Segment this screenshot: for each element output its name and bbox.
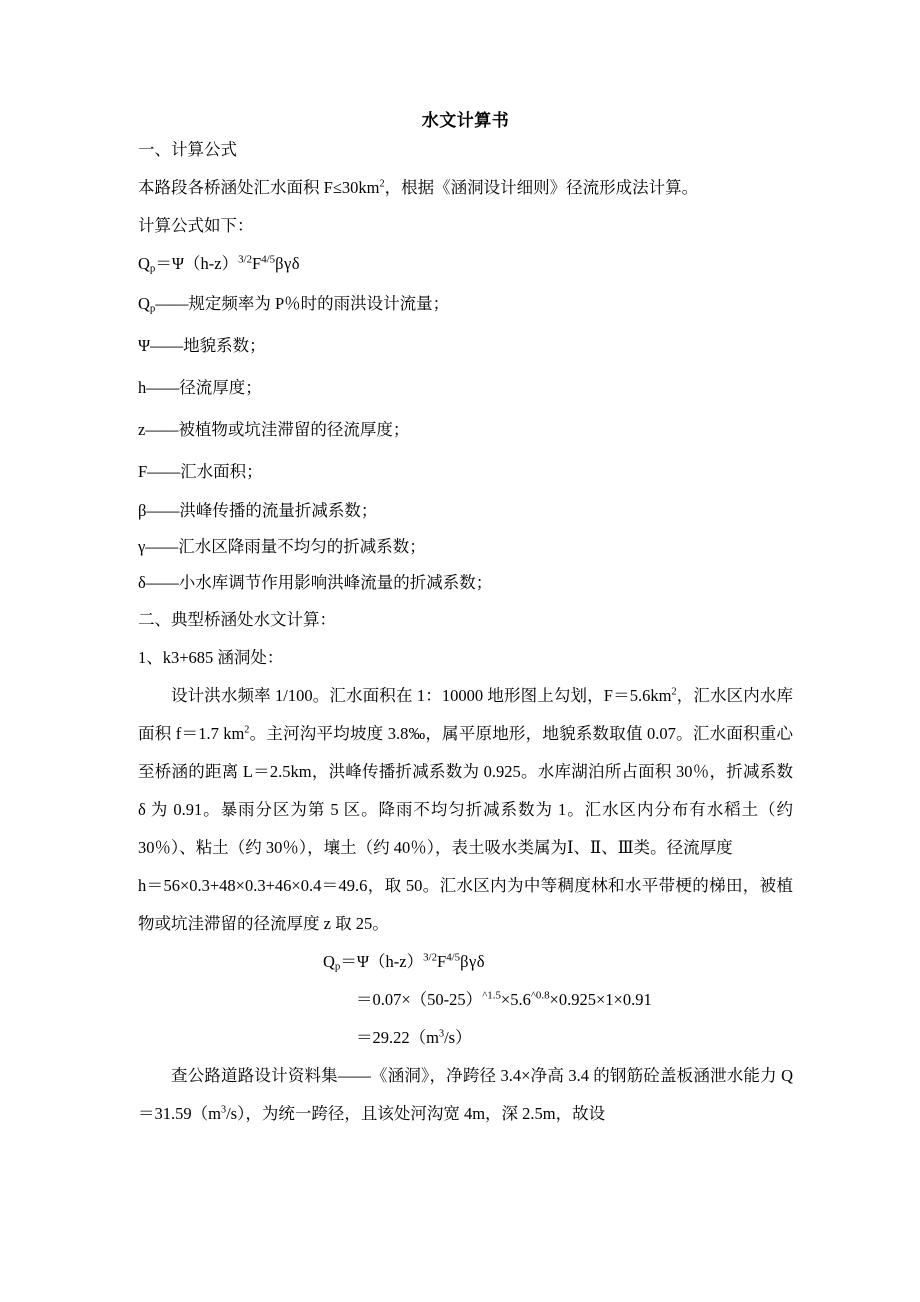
formula-equals-psi: ＝Ψ（h-z） — [155, 253, 239, 273]
formula-intro-line-2: 计算公式如下： — [138, 215, 254, 235]
definition-z: z——被植物或坑洼滞留的径流厚度； — [138, 419, 410, 439]
definition-delta: δ——小水库调节作用影响洪峰流量的折减系数； — [138, 572, 493, 592]
formula-intro-text-a: 本路段各桥涵处汇水面积 F≤30km — [138, 177, 380, 197]
closing-text-a: 查公路道路设计资料集——《涵洞》，净跨径 3.4×净高 3.4 的钢筋砼盖板 — [171, 1065, 694, 1085]
formula-coefficients: βγδ — [275, 253, 301, 273]
subscript-p: p — [334, 960, 341, 973]
superscript-square: 2 — [379, 178, 385, 190]
exponent-three-halves: 3/2 — [238, 253, 253, 266]
exponent-0-8: ^0.8 — [530, 989, 550, 1002]
closing-text-b: 涵泄水能力 Q＝31.59（m — [138, 1065, 793, 1123]
page-title: 水文计算书 — [421, 111, 510, 131]
exponent-four-fifths: 4/5 — [446, 951, 461, 964]
document-body — [138, 0, 793, 1133]
calc-text-a: 设计洪水频率 1/100。汇水面积在 1：10000 地形图上勾划，F＝5.6km — [171, 685, 672, 705]
superscript-cube: 3 — [220, 1104, 227, 1116]
definition-psi: Ψ——地貌系数； — [138, 335, 266, 355]
calc-eq2-c: ×0.925×1×0.91 — [549, 989, 652, 1009]
calc-eq2-a: ＝0.07×（50-25） — [356, 989, 483, 1009]
symbol-q: Q — [138, 293, 150, 313]
definition-gamma: γ——汇水区降雨量不均匀的折减系数； — [138, 536, 426, 556]
calc-eq2-b: ×5.6 — [500, 989, 531, 1009]
definition-f: F——汇水面积； — [138, 461, 263, 481]
formula-coefficients: βγδ — [460, 951, 486, 971]
section-heading-one: 一、计算公式 — [138, 139, 237, 159]
calc-eq1-body: ＝Ψ（h-z） — [340, 951, 424, 971]
calc-text-c: 。主河沟平均坡度 3.8‰，属平原地形，地貌系数取值 0.07。汇水面积重心至桥涵的距离 L＝2.5km，洪峰传播折减系数为 0.925。水库湖泊所占面积 30％，折减系数 δ 为 0.91。暴雨分区为第 5 区。降雨不均匀折减系数为 1。汇水区内分布有水稻土（约 30％）、粘土（约 30％），壤土（约 40％），表土吸水类属为Ⅰ、Ⅱ、Ⅲ类。径流厚度 — [138, 723, 793, 857]
closing-text-c: /s），为统一跨径，且该处河沟宽 4m，深 2.5m，故设 — [226, 1103, 606, 1123]
closing-paragraph — [138, 1057, 793, 1133]
formula-f: F — [252, 253, 262, 273]
calc-eq3-a: ＝29.22（m — [356, 1027, 439, 1047]
calculation-formula-block — [138, 943, 793, 1057]
exponent-three-halves: 3/2 — [423, 951, 438, 964]
formula-intro-line-1 — [138, 169, 793, 207]
main-formula — [138, 245, 793, 283]
definition-beta: β——洪峰传播的流量折减系数； — [138, 500, 378, 520]
formula-f: F — [437, 951, 447, 971]
calc-equation-1 — [138, 943, 793, 981]
calculation-paragraph — [138, 677, 793, 867]
superscript-square: 2 — [671, 686, 677, 698]
calc-equation-3-result — [138, 1019, 793, 1057]
symbol-q: Q — [323, 951, 335, 971]
superscript-cube: 3 — [438, 1028, 445, 1040]
exponent-four-fifths: 4/5 — [261, 253, 276, 266]
section-heading-two: 二、典型桥涵处水文计算： — [138, 609, 336, 629]
calc-text-b: ，汇水区内水库面积 f＝1.7 km — [138, 685, 793, 743]
formula-intro-text-b: ，根据《涵洞设计细则》径流形成法计算。 — [384, 177, 699, 197]
subscript-p: p — [149, 262, 156, 275]
subsection-k3-685: 1、k3+685 涵洞处： — [138, 647, 284, 667]
definition-h: h——径流厚度； — [138, 377, 262, 397]
subscript-p: p — [149, 302, 156, 315]
runoff-thickness-line: h＝56×0.3+48×0.3+46×0.4＝49.6，取 50。汇水区内为中等稠度林和水平带梗的梯田，被植物或坑洼滞留的径流厚度 z 取 25。 — [138, 875, 793, 933]
calc-eq3-b: /s） — [444, 1027, 472, 1047]
definition-qp-text: ——规定频率为 P％时的雨洪设计流量； — [155, 293, 450, 313]
calc-equation-2 — [138, 981, 793, 1019]
symbol-q: Q — [138, 253, 150, 273]
exponent-1-5: ^1.5 — [482, 989, 501, 1002]
superscript-square: 2 — [244, 724, 250, 736]
definition-qp — [138, 283, 793, 325]
